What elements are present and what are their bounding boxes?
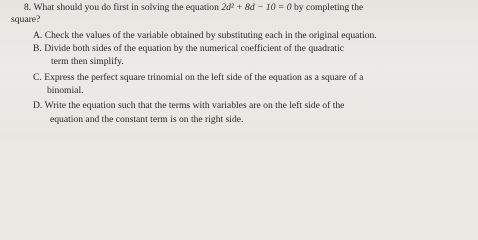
equation: 2d² + 8d − 10 = 0	[221, 2, 292, 13]
option-b	[33, 43, 344, 54]
option-text: Check the values of the variable obtained by substituting each in the original equation.	[44, 30, 377, 41]
question-text: What should you do first in solving the equation	[33, 2, 219, 13]
option-letter: B.	[33, 43, 42, 54]
option-a	[33, 30, 377, 41]
option-text: Express the perfect square trinomial on the left side of the equation as a square of a	[44, 72, 364, 83]
option-text: Write the equation such that the terms with variables are on the left side of the	[44, 100, 345, 111]
option-letter: A.	[33, 30, 43, 41]
question-number: 8.	[24, 2, 32, 13]
question-stem	[24, 2, 363, 13]
option-d-continued: equation and the constant term is on the right side.	[50, 114, 244, 125]
option-letter: C.	[33, 72, 42, 83]
option-letter: D.	[33, 100, 43, 111]
option-d	[33, 100, 344, 111]
option-c	[33, 72, 363, 83]
question-text-tail: by completing the	[294, 2, 364, 13]
option-text: Divide both sides of the equation by the numerical coefficient of the quadratic	[44, 43, 345, 54]
question-stem-continued: square?	[11, 14, 41, 25]
option-c-continued: binomial.	[47, 85, 84, 96]
option-b-continued: term then simplify.	[51, 56, 124, 67]
